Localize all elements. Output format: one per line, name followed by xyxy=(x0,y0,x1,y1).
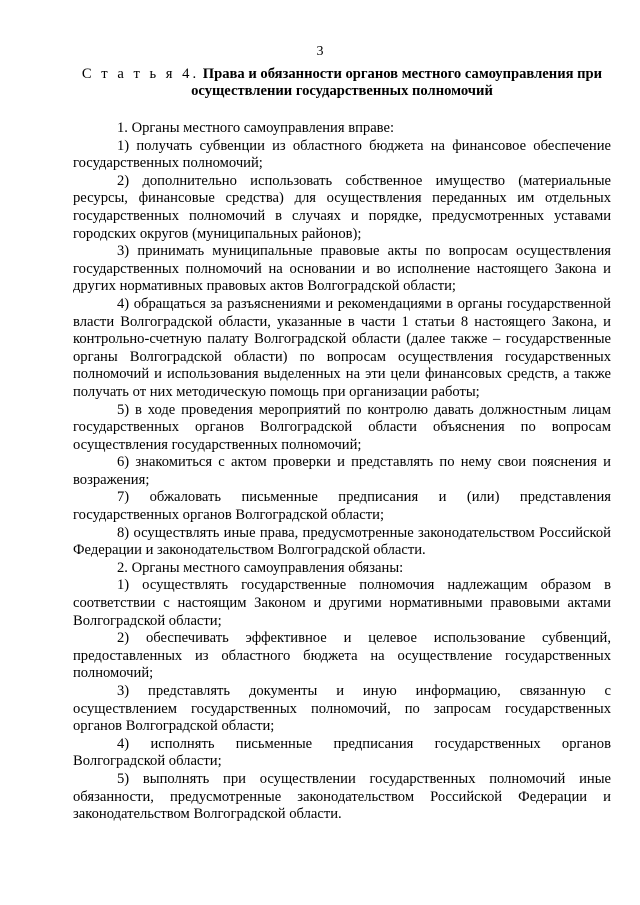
paragraph: 5) в ходе проведения мероприятий по контролю давать должностным лицам государственных органов Волгоградской области объяснения по вопросам осуществления государственных полномочий; xyxy=(73,401,611,453)
paragraph: 5) выполнять при осуществлении государственных полномочий иные обязанности, предусмотренные законодательством Российской Федерации и законодательством Волгоградской области. xyxy=(73,770,611,823)
paragraph: 4) обращаться за разъяснениями и рекомендациями в органы государственной власти Волгоградской области, указанные в части 1 статьи 8 настоящего Закона, и контрольно-счетную палату Волгоградской области (далее также – государственные органы Волгоградской области) по вопросам осуществления государственных полномочий и использования выделенных на эти цели финансовых средств, а также получать от них методическую помощь при организации работы; xyxy=(73,295,611,400)
article-prefix: С т а т ь я 4. xyxy=(81,66,200,82)
page-number: 3 xyxy=(316,44,324,59)
article-body xyxy=(73,120,611,824)
article-title: Права и обязанности органов местного самоуправления при осуществлении государственных полномочий xyxy=(191,66,603,99)
article-heading xyxy=(72,66,612,100)
paragraph: 1) осуществлять государственные полномочия надлежащим образом в соответствии с настоящим Законом и другими нормативными правовыми актами Волгоградской области; xyxy=(73,577,611,629)
paragraph: 7) обжаловать письменные предписания и (или) представления государственных органов Волгоградской области; xyxy=(73,489,611,524)
paragraph: 4) исполнять письменные предписания государственных органов Волгоградской области; xyxy=(73,735,611,770)
paragraph: 1) получать субвенции из областного бюджета на финансовое обеспечение государственных полномочий; xyxy=(73,137,611,172)
paragraph: 3) представлять документы и иную информацию, связанную с осуществлением государственных полномочий, по запросам государственных органов Волгоградской области; xyxy=(73,683,611,735)
paragraph: 2) дополнительно использовать собственное имущество (материальные ресурсы, финансовые средства) для осуществления переданных им отдельных государственных полномочий в случаях и порядке, предусмотренных уставами городских округов (муниципальных районов); xyxy=(73,172,611,242)
paragraph: 1. Органы местного самоуправления вправе: xyxy=(117,120,395,136)
paragraph: 2. Органы местного самоуправления обязаны: xyxy=(117,559,404,576)
paragraph: 3) принимать муниципальные правовые акты по вопросам осуществления государственных полномочий на основании и во исполнение настоящего Закона и других нормативных правовых актов Волгоградской области; xyxy=(73,243,611,295)
paragraph: 6) знакомиться с актом проверки и представлять по нему свои пояснения и возражения; xyxy=(73,454,611,488)
paragraph: 8) осуществлять иные права, предусмотренные законодательством Российской Федерации и законодательством Волгоградской области. xyxy=(73,524,611,559)
paragraph: 2) обеспечивать эффективное и целевое использование субвенций, предоставленных из областного бюджета на осуществление государственных полномочий; xyxy=(73,630,611,682)
